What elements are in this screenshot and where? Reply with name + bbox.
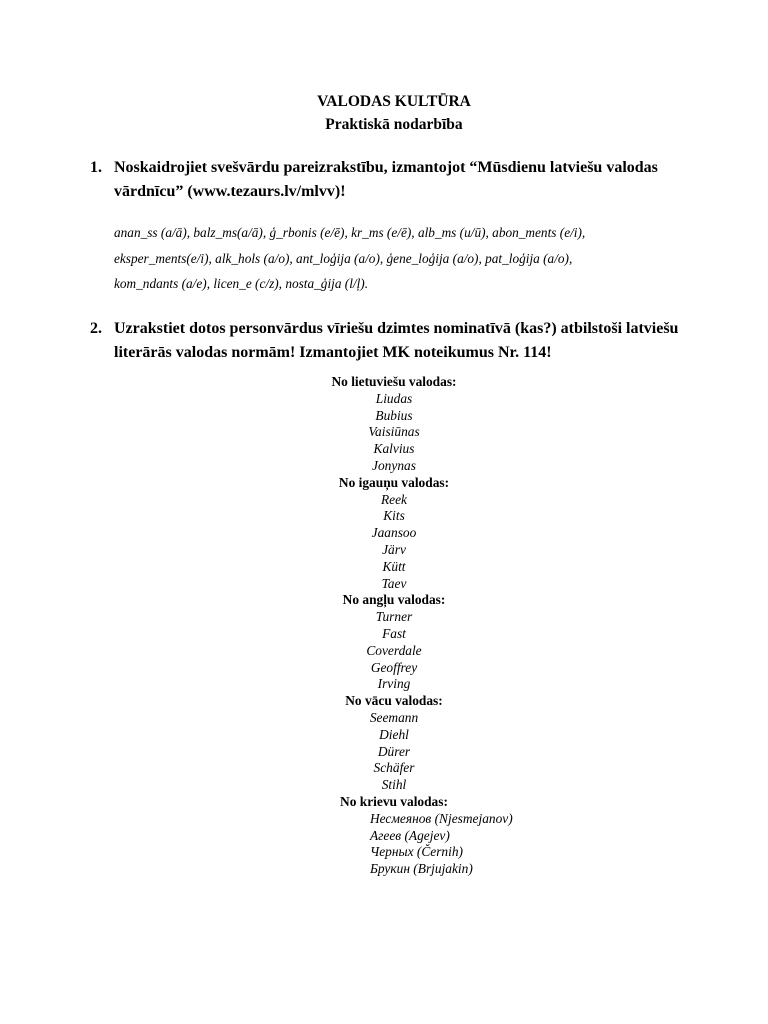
document-title: VALODAS KULTŪRA — [317, 93, 471, 110]
name-item: Geoffrey — [370, 659, 418, 675]
name-item: Diehl — [379, 726, 409, 742]
name-item: Jonynas — [372, 457, 416, 473]
group-heading: No krievu valodas: — [340, 793, 448, 809]
task-2-number: 2. — [90, 320, 102, 337]
name-item: Агеев (Agejev) — [370, 827, 450, 843]
name-item: Stihl — [381, 777, 407, 793]
word-line: kom_ndants (a/e), licen_e (c/z), nosta_ģija (l/ļ). — [114, 276, 369, 291]
name-item: Järv — [382, 541, 406, 557]
name-item: Fast — [382, 625, 406, 641]
word-line: anan_ss (a/ā), balz_ms(a/ā), ģ_rbonis (e/ē), kr_ms (e/ē), alb_ms (u/ū), abon_ments (e/i), — [114, 225, 586, 240]
name-item: Брукин (Brjujakin) — [370, 861, 473, 877]
name-item: Kits — [383, 508, 405, 524]
name-item: Coverdale — [366, 642, 422, 658]
group-heading: No igauņu valodas: — [338, 474, 450, 490]
name-item: Vaisiūnas — [368, 424, 420, 440]
name-item: Reek — [380, 491, 407, 507]
task-1 — [90, 156, 700, 204]
task-2-text: Uzrakstiet dotos personvārdus vīriešu dzimtes nominatīvā (kas?) atbilstoši latviešu literārās valodas normām! Izmantojiet MK noteikumus Nr. 114! — [114, 320, 679, 361]
word-exercise-list — [114, 220, 694, 297]
name-groups — [0, 374, 768, 878]
name-item: Jaansoo — [371, 525, 417, 541]
name-item: Kütt — [382, 558, 406, 574]
task-1-number: 1. — [90, 159, 102, 176]
name-item: Schäfer — [373, 760, 415, 776]
group-heading: No lietuviešu valodas: — [331, 374, 457, 389]
name-item: Seemann — [369, 709, 419, 725]
name-item: Turner — [375, 609, 413, 625]
name-item: Taev — [381, 575, 407, 591]
name-item: Kalvius — [373, 441, 415, 457]
task-2 — [90, 317, 700, 365]
name-item: Несмеянов (Njesmejanov) — [370, 810, 513, 826]
name-item: Bubius — [375, 407, 413, 423]
word-line: eksper_ments(e/i), alk_hols (a/o), ant_loģija (a/o), ģene_loģija (a/o), pat_loģija (a/o), — [114, 250, 573, 266]
document-subtitle: Praktiskā nodarbība — [325, 116, 463, 133]
name-item: Черных (Černih) — [370, 844, 463, 860]
name-item: Dürer — [377, 743, 411, 759]
name-item: Irving — [377, 676, 411, 692]
task-1-text: Noskaidrojiet svešvārdu pareizrakstību, izmantojot “Mūsdienu latviešu valodas vārdnīcu” (www.tezaurs.lv/mlvv)! — [114, 159, 658, 200]
group-heading: No vācu valodas: — [345, 693, 443, 709]
name-item: Liudas — [375, 390, 413, 406]
group-heading: No angļu valodas: — [342, 592, 446, 608]
